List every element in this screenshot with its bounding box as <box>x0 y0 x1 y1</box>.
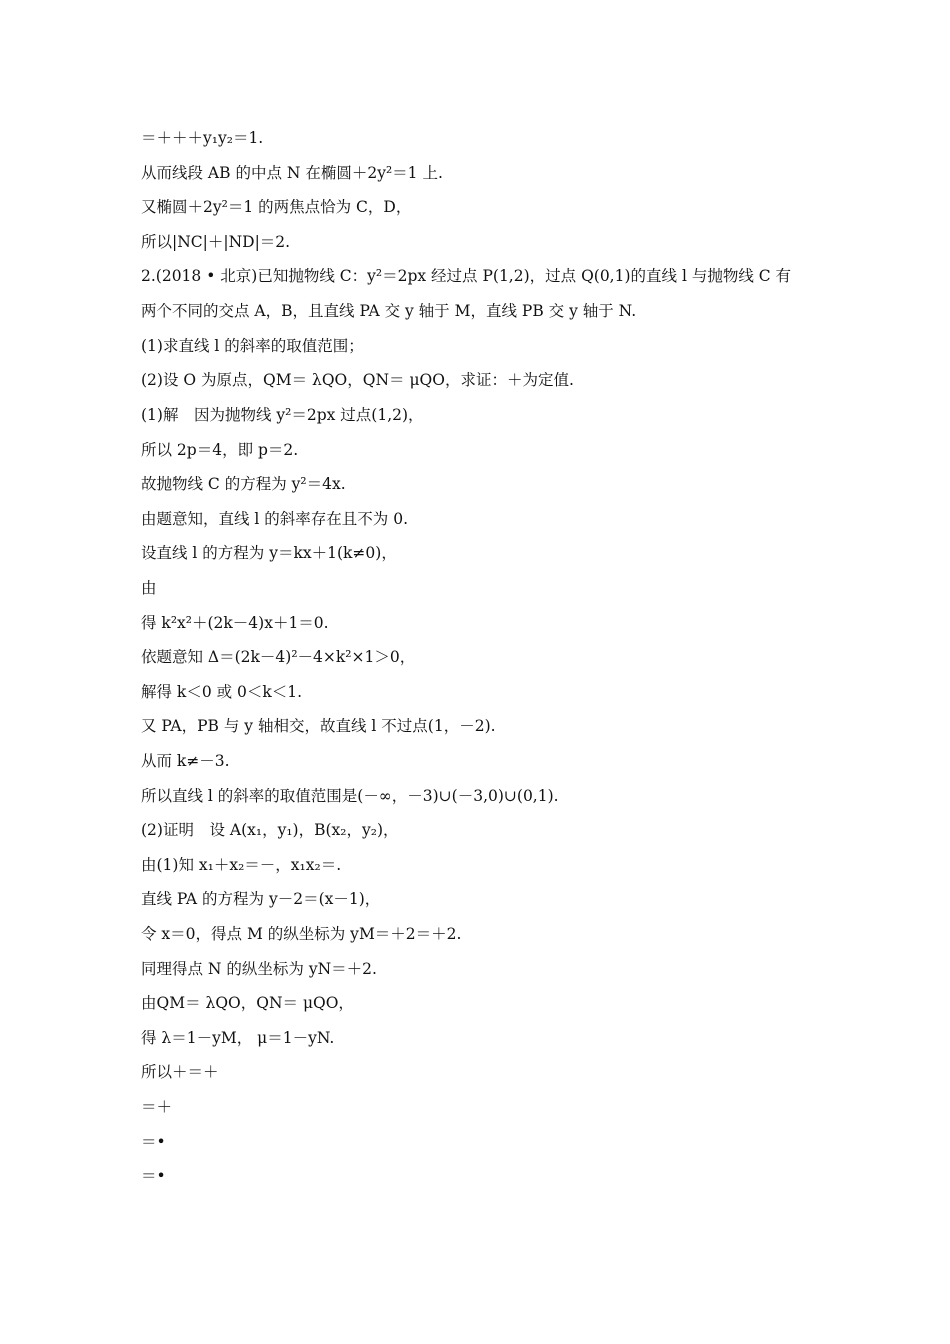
text-line: 由QM＝ λQO，QN＝ μQO， <box>141 994 354 1012</box>
text-line: 又椭圆＋2y²＝1 的两焦点恰为 C，D， <box>141 198 412 216</box>
text-line: 由 <box>141 579 157 597</box>
text-line: 故抛物线 C 的方程为 y²＝4x. <box>141 475 346 493</box>
text-line: 解得 k＜0 或 0＜k＜1. <box>141 683 303 701</box>
question-2: (2)设 O 为原点，QM＝ λQO，QN＝ μQO，求证：＋为定值. <box>141 371 574 389</box>
problem-statement-cont: 两个不同的交点 A，B，且直线 PA 交 y 轴于 M，直线 PB 交 y 轴于 N. <box>141 302 637 320</box>
text-line: ＝• <box>141 1133 166 1151</box>
text-line: 从而 k≠－3. <box>141 752 230 770</box>
text-line: 令 x＝0，得点 M 的纵坐标为 yM＝＋2＝＋2. <box>141 925 462 943</box>
text-line: 所以 2p＝4，即 p＝2. <box>141 441 299 459</box>
text-line: 所以|NC|＋|ND|＝2. <box>141 233 291 251</box>
text-line: ＝＋ <box>141 1098 173 1116</box>
text-line: 直线 PA 的方程为 y－2＝(x－1)， <box>141 890 381 908</box>
text-line: 所以＋＝＋ <box>141 1063 219 1081</box>
solution-1-heading: (1)解 因为抛物线 y²＝2px 过点(1,2)， <box>141 406 424 424</box>
text-line: 设直线 l 的方程为 y＝kx＋1(k≠0)， <box>141 544 397 562</box>
text-line: 得 k²x²＋(2k－4)x＋1＝0. <box>141 614 329 632</box>
proof-2-heading: (2)证明 设 A(x₁，y₁)，B(x₂，y₂)， <box>141 821 399 839</box>
text-line: 同理得点 N 的纵坐标为 yN＝＋2. <box>141 960 377 978</box>
problem-statement: 2.(2018 • 北京)已知抛物线 C：y²＝2px 经过点 P(1,2)，过点 Q(0,1)的直线 l 与抛物线 C 有 <box>141 267 792 285</box>
text-line: 得 λ＝1－yM， μ＝1－yN. <box>141 1029 335 1047</box>
text-line: 由题意知，直线 l 的斜率存在且不为 0. <box>141 510 409 528</box>
text-line: 由(1)知 x₁＋x₂＝－，x₁x₂＝. <box>141 856 342 874</box>
text-line: 从而线段 AB 的中点 N 在椭圆＋2y²＝1 上. <box>141 164 443 182</box>
text-line: 依题意知 Δ＝(2k－4)²－4×k²×1＞0， <box>141 648 416 666</box>
text-line: ＝＋＋＋y₁y₂＝1. <box>141 129 264 147</box>
text-line: 又 PA，PB 与 y 轴相交，故直线 l 不过点(1，－2). <box>141 717 496 735</box>
question-1: (1)求直线 l 的斜率的取值范围； <box>141 337 364 355</box>
text-line: ＝• <box>141 1167 166 1185</box>
text-line: 所以直线 l 的斜率的取值范围是(－∞，－3)∪(－3,0)∪(0,1). <box>141 787 559 805</box>
